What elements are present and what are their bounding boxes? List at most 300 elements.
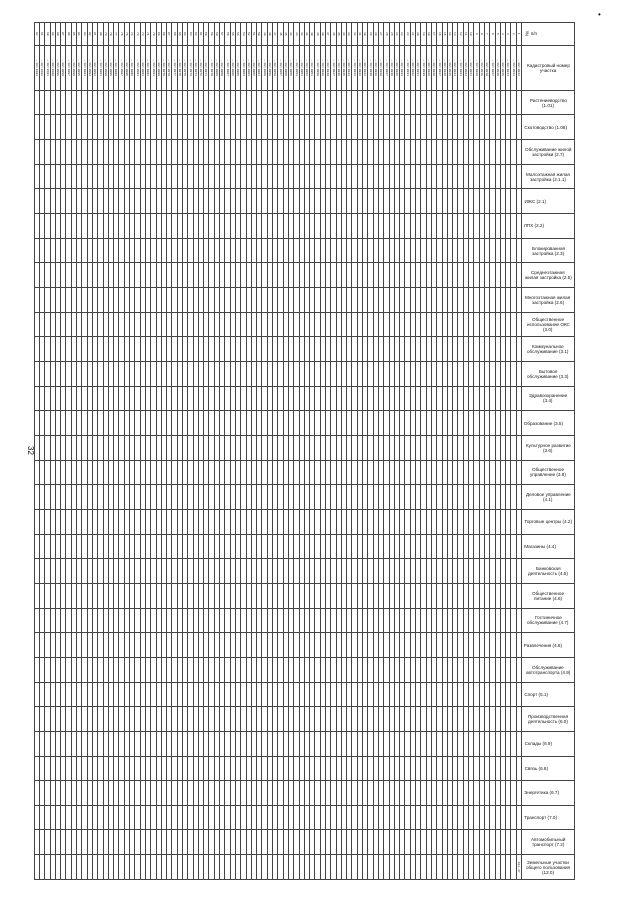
area-value-cell [299, 583, 304, 608]
area-value-cell [474, 140, 479, 165]
area-value-cell [114, 164, 119, 189]
area-value-cell [241, 633, 246, 658]
area-value-cell [484, 633, 489, 658]
area-value-cell [172, 140, 177, 165]
area-value-cell [405, 214, 410, 239]
area-value-cell [145, 682, 150, 707]
area-value-cell [273, 731, 278, 756]
area-value-cell [262, 140, 267, 165]
area-value-cell [511, 583, 516, 608]
area-value-cell [278, 140, 283, 165]
area-value-cell [421, 633, 426, 658]
area-value-cell [294, 830, 299, 855]
area-value-cell [294, 263, 299, 288]
area-value-cell [347, 830, 352, 855]
area-value-cell [363, 805, 368, 830]
area-value-cell [357, 460, 362, 485]
area-value-cell [326, 435, 331, 460]
area-value-cell [39, 238, 44, 263]
area-value-cell [304, 583, 309, 608]
area-value-cell [516, 559, 521, 584]
table-row [336, 23, 341, 880]
area-value-cell [310, 214, 315, 239]
area-value-cell [209, 263, 214, 288]
area-value-cell [357, 288, 362, 313]
area-value-cell [71, 830, 76, 855]
area-value-cell [331, 805, 336, 830]
area-value-cell [257, 534, 262, 559]
area-value-cell [87, 608, 92, 633]
area-value-cell [55, 756, 60, 781]
area-value-cell [188, 633, 193, 658]
area-value-cell [251, 238, 256, 263]
area-value-cell [384, 657, 389, 682]
area-value-cell [516, 682, 521, 707]
area-value-cell [458, 460, 463, 485]
area-value-cell [400, 362, 405, 387]
area-value-cell [394, 855, 399, 880]
area-value-cell [389, 312, 394, 337]
area-value-cell [145, 164, 150, 189]
area-value-cell [363, 312, 368, 337]
area-value-cell [92, 830, 97, 855]
area-value-cell [278, 115, 283, 140]
area-value-cell [469, 140, 474, 165]
area-value-cell [431, 509, 436, 534]
area-value-cell [463, 189, 468, 214]
area-value-cell [77, 781, 82, 806]
area-value-cell [103, 140, 108, 165]
area-value-cell [347, 115, 352, 140]
area-value-cell [108, 559, 113, 584]
area-value-cell [50, 460, 55, 485]
area-value-cell [310, 805, 315, 830]
row-number-cell: 73 [135, 23, 140, 46]
area-value-cell [426, 214, 431, 239]
area-value-cell [299, 337, 304, 362]
row-number-cell: 43 [294, 23, 299, 46]
area-value-cell [214, 189, 219, 214]
area-value-cell [193, 189, 198, 214]
area-value-cell [183, 115, 188, 140]
area-value-cell [130, 263, 135, 288]
area-value-cell [172, 830, 177, 855]
area-value-cell [437, 682, 442, 707]
area-value-cell [384, 855, 389, 880]
area-value-cell [161, 707, 166, 732]
area-value-cell [431, 781, 436, 806]
area-value-cell [479, 214, 484, 239]
area-value-cell [384, 756, 389, 781]
column-header-label: ЛПХ (2.2) [524, 223, 545, 229]
area-value-cell [262, 288, 267, 313]
area-value-cell [288, 115, 293, 140]
row-number-cell: 19 [421, 23, 426, 46]
area-value-cell [410, 386, 415, 411]
area-value-cell [278, 583, 283, 608]
table-row [405, 23, 410, 880]
area-value-cell [193, 830, 198, 855]
area-value-cell [283, 583, 288, 608]
area-value-cell [241, 386, 246, 411]
area-value-cell [458, 657, 463, 682]
area-value-cell [61, 805, 66, 830]
area-value-cell [66, 583, 71, 608]
area-value-cell [198, 805, 203, 830]
area-value-cell [294, 140, 299, 165]
area-value-cell [447, 781, 452, 806]
area-value-cell [246, 189, 251, 214]
area-value-cell [490, 263, 495, 288]
area-value-cell [405, 115, 410, 140]
area-value-cell [230, 731, 235, 756]
area-value-cell [310, 731, 315, 756]
area-value-cell [490, 189, 495, 214]
area-value-cell [490, 855, 495, 880]
area-value-cell [193, 682, 198, 707]
area-value-cell [495, 682, 500, 707]
area-value-cell [45, 731, 50, 756]
area-value-cell [299, 657, 304, 682]
table-row [506, 23, 511, 880]
area-value-cell [341, 386, 346, 411]
area-value-cell [495, 583, 500, 608]
area-value-cell [130, 362, 135, 387]
area-value-cell [66, 238, 71, 263]
area-value-cell [378, 386, 383, 411]
area-value-cell [410, 90, 415, 115]
area-value-cell [469, 460, 474, 485]
area-value-cell [458, 608, 463, 633]
area-value-cell [82, 435, 87, 460]
area-value-cell [140, 608, 145, 633]
area-value-cell [124, 731, 129, 756]
area-value-cell [506, 781, 511, 806]
area-value-cell [214, 781, 219, 806]
area-value-cell [336, 90, 341, 115]
area-value-cell [278, 485, 283, 510]
area-value-cell [394, 189, 399, 214]
area-value-cell [188, 830, 193, 855]
area-value-cell [437, 608, 442, 633]
area-value-cell [114, 337, 119, 362]
area-value-cell [135, 263, 140, 288]
area-value-cell [400, 189, 405, 214]
area-value-cell [82, 214, 87, 239]
area-value-cell [463, 534, 468, 559]
area-value-cell [357, 140, 362, 165]
area-value-cell [336, 756, 341, 781]
area-value-cell [352, 90, 357, 115]
area-value-cell [506, 608, 511, 633]
area-value-cell [230, 633, 235, 658]
area-value-cell [135, 485, 140, 510]
area-value-cell [479, 707, 484, 732]
area-value-cell [273, 337, 278, 362]
area-value-cell [114, 583, 119, 608]
area-value-cell [262, 805, 267, 830]
area-value-cell [77, 312, 82, 337]
area-value-cell [299, 682, 304, 707]
area-value-cell [463, 362, 468, 387]
area-value-cell [108, 460, 113, 485]
area-value-cell [188, 140, 193, 165]
area-value-cell [453, 214, 458, 239]
area-value-cell [310, 288, 315, 313]
area-value-cell [500, 362, 505, 387]
column-header-label: Бытовое обслуживание (3.3) [527, 368, 569, 379]
area-value-cell [71, 633, 76, 658]
area-value-cell [124, 386, 129, 411]
area-value-cell [177, 90, 182, 115]
cadastral-number-cell: …:02:0040 [368, 45, 373, 90]
area-value-cell [145, 633, 150, 658]
area-value-cell [135, 189, 140, 214]
area-value-cell [161, 214, 166, 239]
area-value-cell [55, 386, 60, 411]
area-value-cell [368, 362, 373, 387]
area-value-cell [495, 731, 500, 756]
area-value-cell [294, 608, 299, 633]
column-header [522, 386, 575, 411]
area-value-cell [188, 189, 193, 214]
area-value-cell [357, 781, 362, 806]
area-value-cell [145, 805, 150, 830]
area-value-cell [394, 386, 399, 411]
area-value-cell [225, 583, 230, 608]
area-value-cell [453, 731, 458, 756]
area-value-cell [463, 140, 468, 165]
row-number-cell: 84 [77, 23, 82, 46]
area-value-cell [326, 460, 331, 485]
area-value-cell [368, 485, 373, 510]
area-value-cell [172, 583, 177, 608]
area-value-cell [299, 214, 304, 239]
area-value-cell [304, 460, 309, 485]
area-value-cell [474, 263, 479, 288]
area-value-cell [50, 189, 55, 214]
area-value-cell [267, 583, 272, 608]
area-value-cell [98, 559, 103, 584]
area-value-cell [416, 362, 421, 387]
area-value-cell [61, 707, 66, 732]
area-value-cell [331, 312, 336, 337]
area-value-cell [273, 805, 278, 830]
area-value-cell [119, 682, 124, 707]
table-row [214, 23, 219, 880]
area-value-cell [357, 830, 362, 855]
area-value-cell [220, 288, 225, 313]
area-value-cell [506, 263, 511, 288]
area-value-cell [156, 509, 161, 534]
area-value-cell [130, 509, 135, 534]
area-value-cell [474, 164, 479, 189]
row-number-cell: 64 [183, 23, 188, 46]
area-value-cell [140, 830, 145, 855]
area-value-cell [516, 781, 521, 806]
area-value-cell [130, 781, 135, 806]
area-value-cell [61, 312, 66, 337]
area-value-cell [378, 682, 383, 707]
area-value-cell [500, 140, 505, 165]
area-value-cell [241, 707, 246, 732]
corner-mark: • [598, 10, 601, 19]
area-value-cell [304, 830, 309, 855]
area-value-cell [288, 657, 293, 682]
area-value-cell [463, 682, 468, 707]
area-value-cell [320, 312, 325, 337]
area-value-cell [463, 608, 468, 633]
area-value-cell [421, 189, 426, 214]
area-value-cell [368, 189, 373, 214]
area-value-cell [135, 657, 140, 682]
area-value-cell [416, 608, 421, 633]
area-value-cell [98, 362, 103, 387]
area-value-cell [368, 633, 373, 658]
area-value-cell [474, 115, 479, 140]
cadastral-number-cell: …:02:0099 [55, 45, 60, 90]
area-value-cell [66, 312, 71, 337]
area-value-cell [278, 657, 283, 682]
area-value-cell [458, 90, 463, 115]
column-header-label: Обслуживание автотранспорта (4.9) [526, 664, 571, 675]
area-value-cell [156, 657, 161, 682]
area-value-cell [114, 682, 119, 707]
column-header [522, 583, 575, 608]
area-value-cell [262, 756, 267, 781]
area-value-cell [506, 805, 511, 830]
area-value-cell [172, 337, 177, 362]
area-value-cell [453, 263, 458, 288]
area-value-cell [283, 288, 288, 313]
area-value-cell [320, 830, 325, 855]
area-value-cell [108, 164, 113, 189]
table-row [458, 23, 463, 880]
column-header [522, 460, 575, 485]
area-value-cell [341, 855, 346, 880]
area-value-cell [183, 583, 188, 608]
area-value-cell [447, 855, 452, 880]
area-value-cell [193, 460, 198, 485]
area-value-cell [331, 238, 336, 263]
area-value-cell [426, 657, 431, 682]
area-value-cell [114, 509, 119, 534]
area-value-cell [39, 731, 44, 756]
area-value-cell [389, 830, 394, 855]
area-value-cell [453, 386, 458, 411]
area-value-cell [34, 435, 39, 460]
area-value-cell [235, 509, 240, 534]
area-value-cell [421, 90, 426, 115]
area-value-cell [45, 189, 50, 214]
column-header [522, 140, 575, 165]
area-value-cell [400, 559, 405, 584]
area-value-cell [336, 805, 341, 830]
area-value-cell [416, 559, 421, 584]
area-value-cell [66, 411, 71, 436]
area-value-cell [124, 855, 129, 880]
area-value-cell [373, 509, 378, 534]
area-value-cell [145, 189, 150, 214]
area-value-cell [257, 337, 262, 362]
table-row [363, 23, 368, 880]
page-number: 32 [25, 446, 35, 455]
area-value-cell [172, 657, 177, 682]
area-value-cell [463, 386, 468, 411]
area-value-cell [262, 460, 267, 485]
area-value-cell [209, 559, 214, 584]
area-value-cell [368, 115, 373, 140]
area-value-cell [283, 115, 288, 140]
area-value-cell [55, 509, 60, 534]
area-value-cell [230, 312, 235, 337]
area-value-cell [177, 312, 182, 337]
area-value-cell [341, 756, 346, 781]
area-value-cell [278, 238, 283, 263]
area-value-cell [204, 238, 209, 263]
area-value-cell [124, 460, 129, 485]
area-value-cell [273, 855, 278, 880]
area-value-cell [92, 214, 97, 239]
area-value-cell [479, 411, 484, 436]
area-value-cell [172, 386, 177, 411]
area-value-cell [87, 583, 92, 608]
area-value-cell [484, 682, 489, 707]
row-number-cell: 33 [347, 23, 352, 46]
area-value-cell [204, 756, 209, 781]
area-value-cell [34, 855, 39, 880]
area-value-cell [368, 756, 373, 781]
area-value-cell [326, 362, 331, 387]
area-value-cell [151, 608, 156, 633]
area-value-cell [304, 90, 309, 115]
row-number-cell: 56 [225, 23, 230, 46]
area-value-cell [495, 707, 500, 732]
area-value-cell [405, 731, 410, 756]
area-value-cell [77, 288, 82, 313]
area-value-cell [98, 682, 103, 707]
area-value-cell [193, 140, 198, 165]
area-value-cell [34, 312, 39, 337]
area-value-cell [230, 362, 235, 387]
area-value-cell [204, 189, 209, 214]
area-value-cell [426, 583, 431, 608]
area-value-cell [55, 337, 60, 362]
area-value-cell [474, 781, 479, 806]
row-number-cell: 16 [437, 23, 442, 46]
area-value-cell [145, 707, 150, 732]
area-value-cell [34, 583, 39, 608]
area-value-cell [257, 288, 262, 313]
area-value-cell [188, 115, 193, 140]
table-row [161, 23, 166, 880]
area-value-cell [114, 534, 119, 559]
area-value-cell [262, 781, 267, 806]
area-value-cell [479, 756, 484, 781]
area-value-cell [405, 583, 410, 608]
area-value-cell [156, 214, 161, 239]
area-value-cell [140, 362, 145, 387]
area-value-cell [437, 781, 442, 806]
area-value-cell [437, 214, 442, 239]
area-value-cell [431, 657, 436, 682]
area-value-cell [304, 386, 309, 411]
area-value-cell [77, 411, 82, 436]
area-value-cell [214, 608, 219, 633]
table-row [310, 23, 315, 880]
area-value-cell [50, 633, 55, 658]
area-value-cell [98, 707, 103, 732]
